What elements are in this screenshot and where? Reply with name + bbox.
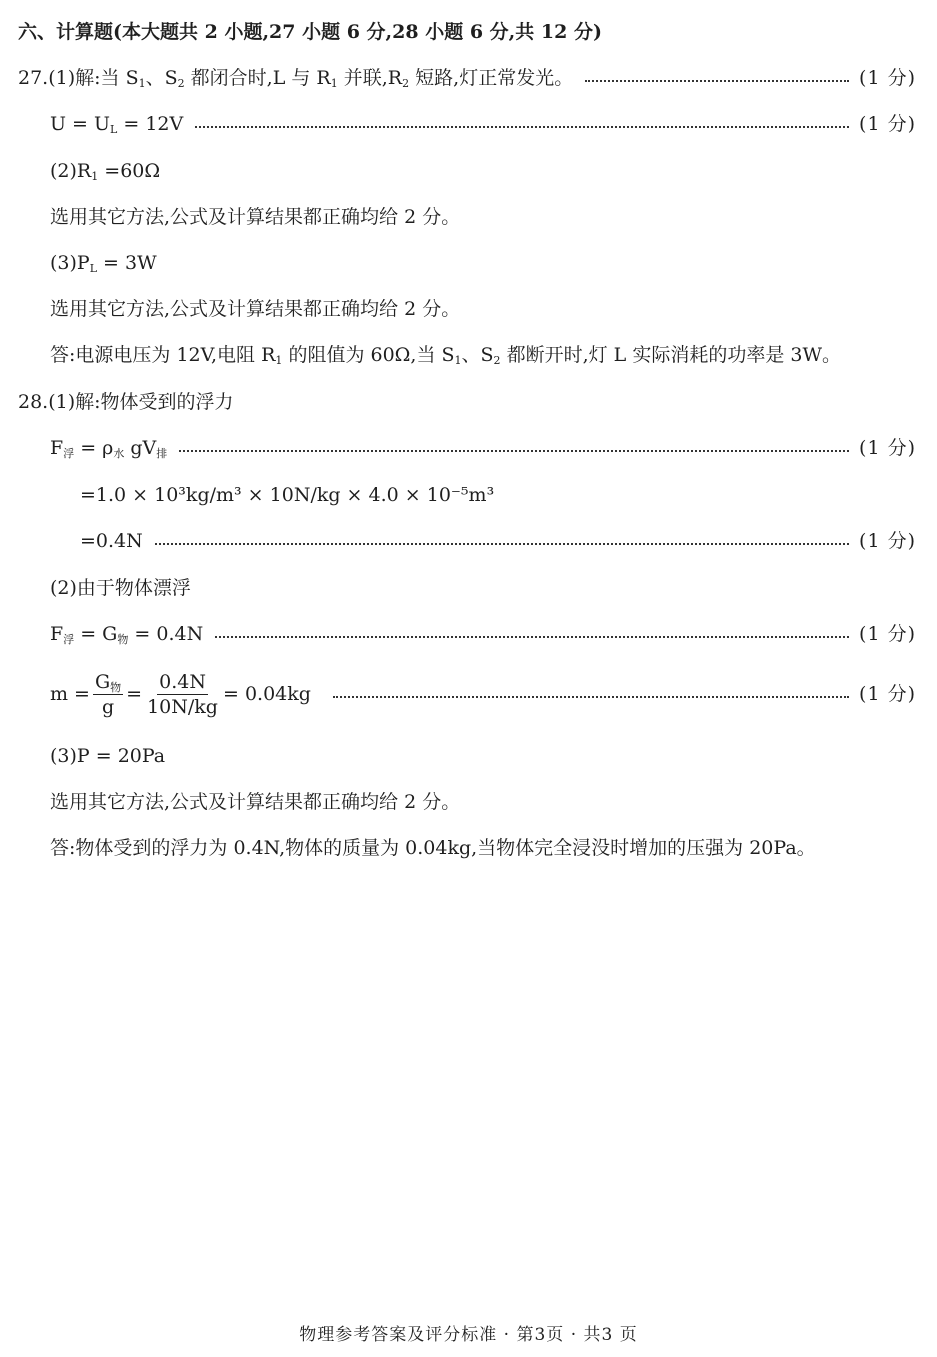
q27-method-note-1: 选用其它方法,公式及计算结果都正确均给 2 分。 [50, 206, 461, 228]
q28-buoyancy-result: =0.4N [80, 530, 143, 552]
dot-leader [155, 543, 849, 545]
score-label: (1 分) [859, 437, 916, 459]
q27-part1-row [18, 65, 916, 91]
q28-method-note: 选用其它方法,公式及计算结果都正确均给 2 分。 [50, 791, 461, 813]
section-title: 六、计算题(本大题共 2 小题,27 小题 6 分,28 小题 6 分,共 12 分) [18, 21, 602, 43]
q28-weight-formula: $F_浮 = G_物 = 0.4N$ [50, 623, 204, 646]
dot-leader [179, 450, 849, 452]
q28-part3-pressure: (3)P = 20Pa [50, 745, 166, 767]
q27-answer: 答:电源电压为 12V,电阻 $R_1$ 的阻值为 60Ω,当 $S_1$、$S_2$ 都断开时,灯 L 实际消耗的功率是 3W。 [50, 344, 841, 367]
q27-part3-power: $(3)P_L = 3W$ [50, 252, 157, 275]
q28-buoyancy-row [50, 435, 916, 461]
q28-weight-row [50, 621, 916, 647]
dot-leader [215, 636, 849, 638]
score-label: (1 分) [859, 113, 916, 135]
score-label: (1 分) [859, 530, 916, 552]
page-footer: 物理参考答案及评分标准 · 第3页 · 共3 页 [299, 1325, 638, 1345]
q27-part1-text: (1)解:当 $S_1$、$S_2$ 都闭合时,L 与 $R_1$ 并联$,R_2$ 短路,灯正常发光。 [48, 67, 574, 90]
q28-calculation-step: =1.0 × 10³kg/m³ × 10N/kg × 4.0 × 10⁻⁵m³ [80, 484, 495, 506]
q27-voltage-formula: $U = U_L = 12V$ [50, 113, 184, 136]
q28-mass-row [50, 668, 916, 720]
q28-buoyancy-formula: $F_浮 = \rho_水$ $gV_排$ [50, 437, 168, 460]
q28-result-row [80, 528, 916, 554]
dot-leader [195, 126, 849, 128]
fraction-weight-over-g: $\frac{G_物}{g}$ [94, 670, 122, 718]
dot-leader [585, 80, 849, 82]
q27-voltage-row [50, 111, 916, 137]
q28-part2: (2)由于物体漂浮 [50, 577, 191, 599]
score-label: (1 分) [859, 683, 916, 705]
dot-leader [333, 696, 849, 698]
q27-part2-resistance: $(2)R_1 =60\Omega$ [50, 160, 161, 183]
score-label: (1 分) [859, 67, 916, 89]
score-label: (1 分) [859, 623, 916, 645]
q28-answer: 答:物体受到的浮力为 0.4N,物体的质量为 0.04kg,当物体完全浸没时增加的压强为 20Pa。 [50, 837, 816, 859]
q27-method-note-2: 选用其它方法,公式及计算结果都正确均给 2 分。 [50, 298, 461, 320]
q28-part1: 28.(1)解:物体受到的浮力 [18, 391, 234, 413]
q28-mass-formula: m = $\frac{G_物}{g}$ = $\frac{0.4N}{10N/kg}$ = 0.04kg [50, 670, 311, 718]
q27-number: 27. [18, 67, 49, 89]
fraction-values: $\frac{0.4N}{10N/kg}$ [147, 670, 218, 718]
